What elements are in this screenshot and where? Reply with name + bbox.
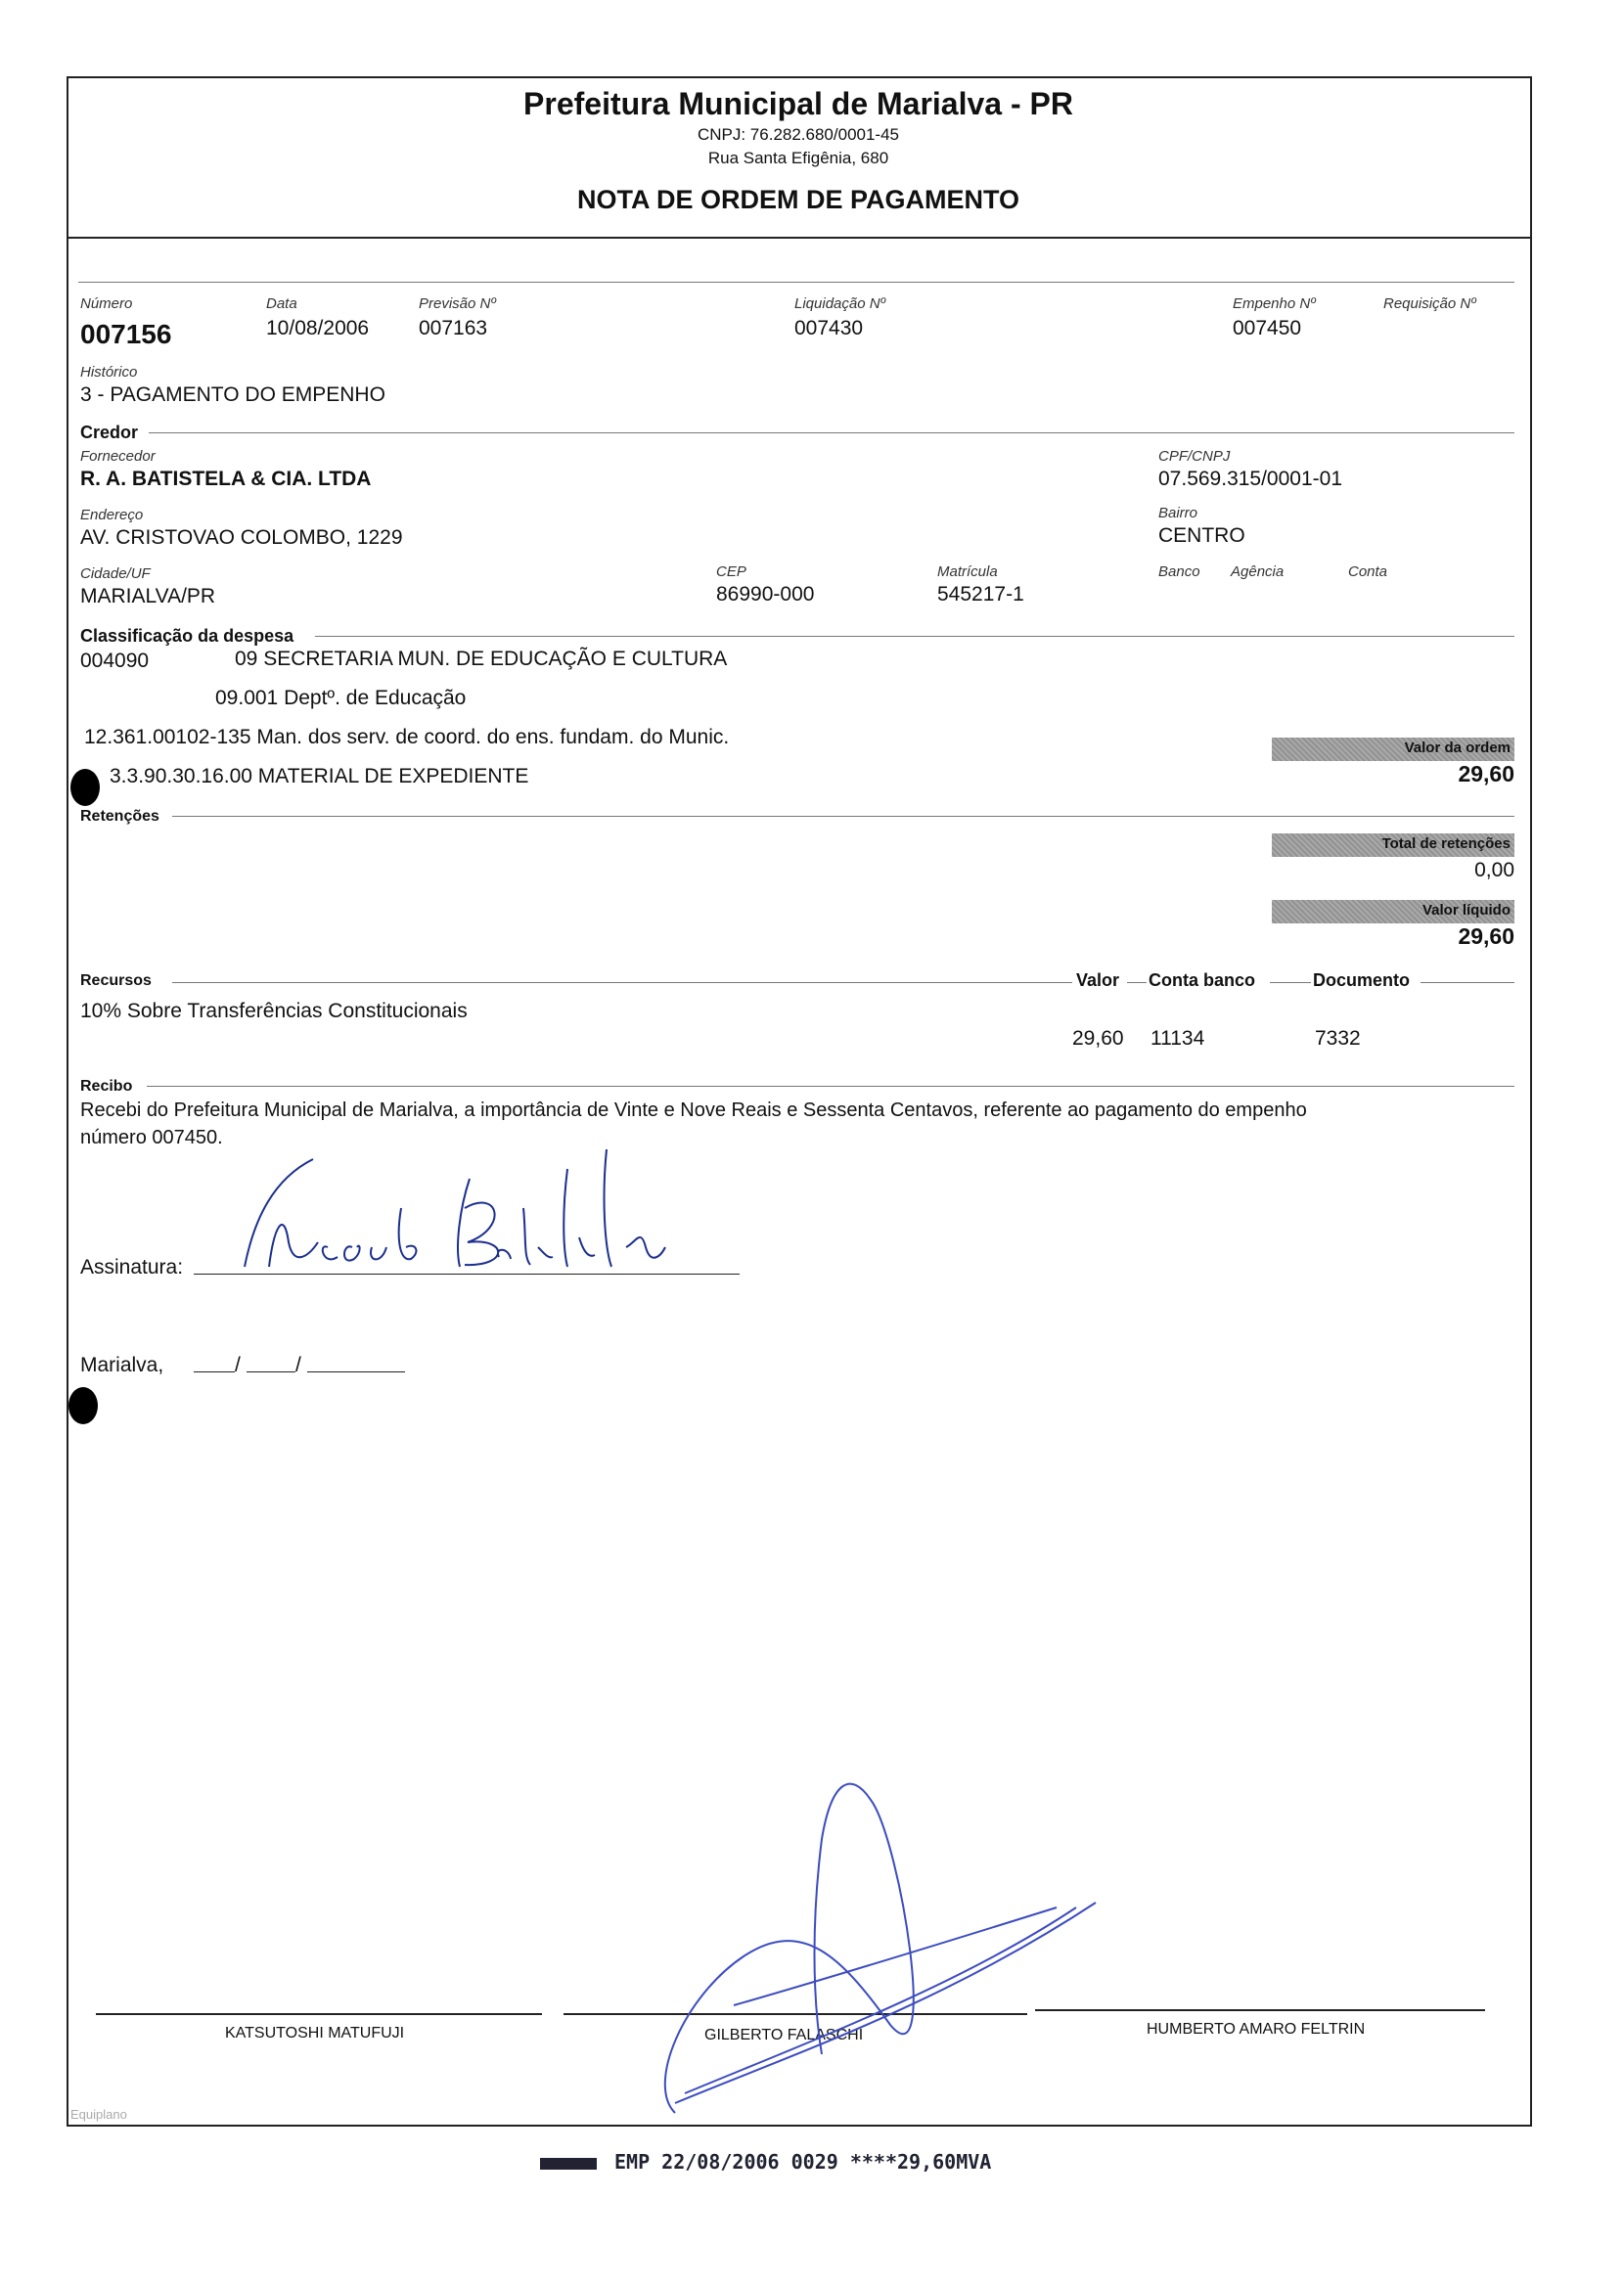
secretaria-text: 09 SECRETARIA MUN. DE EDUCAÇÃO E CULTURA xyxy=(235,648,728,670)
fornecedor-value: R. A. BATISTELA & CIA. LTDA xyxy=(80,468,372,490)
bairro-label: Bairro xyxy=(1158,505,1198,521)
classificacao-code: 004090 xyxy=(80,650,150,672)
bank-stamp xyxy=(540,2150,991,2174)
page-title: Prefeitura Municipal de Marialva - PR xyxy=(523,86,1073,121)
signatory-2: GILBERTO FALASCHI xyxy=(704,2027,864,2043)
classificacao-section: Classificação da despesa xyxy=(80,626,294,646)
historico-value: 3 - PAGAMENTO DO EMPENHO xyxy=(80,383,385,406)
bairro-value: CENTRO xyxy=(1158,524,1245,547)
assinatura-label: Assinatura: xyxy=(80,1256,184,1279)
valor-ordem-label: Valor da ordem xyxy=(1404,740,1511,756)
recibo-line-2: número 007450. xyxy=(80,1127,223,1148)
previsao-label: Previsão Nº xyxy=(419,295,496,312)
total-retencoes-value: 0,00 xyxy=(1474,859,1514,881)
signatory-1: KATSUTOSHI MATUFUJI xyxy=(225,2025,405,2041)
retencoes-section: Retenções xyxy=(80,808,159,825)
cidade-label: Cidade/UF xyxy=(80,565,151,582)
header xyxy=(67,84,1530,217)
cnpj-text: CNPJ: 76.282.680/0001-45 xyxy=(697,125,900,144)
classificacao-rule xyxy=(315,636,1514,637)
date-slash-2: / xyxy=(295,1354,301,1376)
retencoes-rule xyxy=(172,816,1514,817)
recursos-valor-label: Valor xyxy=(1076,970,1120,990)
matricula-label: Matrícula xyxy=(937,563,998,580)
cpf-value: 07.569.315/0001-01 xyxy=(1158,468,1343,490)
cep-label: CEP xyxy=(716,563,746,580)
valor-liquido-value: 29,60 xyxy=(1458,923,1514,949)
recursos-rule-2 xyxy=(1127,982,1147,983)
date-line-day xyxy=(194,1371,235,1372)
liquidacao-value: 007430 xyxy=(794,317,864,339)
recibo-line-1: Recebi do Prefeitura Municipal de Marialva, a importância de Vinte e Nove Reais e Sessenta Centavos, referente ao pagamento do empenho xyxy=(80,1099,1307,1121)
recursos-conta: 11134 xyxy=(1150,1027,1205,1050)
data-label: Data xyxy=(266,295,297,312)
programa-text: 12.361.00102-135 Man. dos serv. de coord. do ens. fundam. do Munic. xyxy=(84,726,730,748)
recursos-rule-3 xyxy=(1270,982,1311,983)
date-line-month xyxy=(247,1371,295,1372)
endereco-label: Endereço xyxy=(80,507,144,523)
receiver-signature xyxy=(215,1149,724,1277)
requisicao-label: Requisição Nº xyxy=(1383,295,1476,312)
numero-label: Número xyxy=(80,295,133,312)
banco-label: Banco xyxy=(1158,563,1200,580)
recursos-rule-1 xyxy=(172,982,1072,983)
endereco-value: AV. CRISTOVAO COLOMBO, 1229 xyxy=(80,526,403,549)
valor-liquido-label: Valor líquido xyxy=(1421,902,1511,919)
liquidacao-label: Liquidação Nº xyxy=(794,295,886,312)
valor-ordem-header xyxy=(1272,738,1514,761)
empenho-value: 007450 xyxy=(1233,317,1302,339)
recibo-rule xyxy=(147,1086,1514,1087)
agencia-label: Agência xyxy=(1231,563,1285,580)
signatory-3: HUMBERTO AMARO FELTRIN xyxy=(1147,2021,1366,2038)
address-text: Rua Santa Efigênia, 680 xyxy=(707,149,889,167)
recursos-rule-4 xyxy=(1421,982,1514,983)
header-separator xyxy=(67,237,1530,239)
total-retencoes-header xyxy=(1272,833,1514,857)
data-value: 10/08/2006 xyxy=(266,317,370,339)
document-title: NOTA DE ORDEM DE PAGAMENTO xyxy=(576,185,1019,214)
recursos-descricao: 10% Sobre Transferências Constitucionais xyxy=(80,1000,468,1022)
stamp-mark-icon xyxy=(540,2158,597,2170)
recursos-valor: 29,60 xyxy=(1072,1027,1124,1050)
date-slash-1: / xyxy=(235,1354,241,1376)
stamp-text: EMP 22/08/2006 0029 ****29,60MVA xyxy=(614,2150,992,2174)
numero-value: 007156 xyxy=(80,319,172,349)
empenho-label: Empenho Nº xyxy=(1233,295,1316,312)
recibo-section: Recibo xyxy=(80,1078,133,1095)
credor-section: Credor xyxy=(80,423,139,442)
total-retencoes-label: Total de retenções xyxy=(1381,835,1511,852)
credor-rule xyxy=(149,432,1514,433)
recursos-conta-label: Conta banco xyxy=(1149,970,1256,990)
punch-hole-1 xyxy=(70,769,100,806)
recursos-documento-label: Documento xyxy=(1313,970,1410,990)
depto-text: 09.001 Deptº. de Educação xyxy=(215,687,467,709)
secretary-signature xyxy=(646,1761,1115,2123)
fornecedor-label: Fornecedor xyxy=(80,448,156,465)
software-label: Equiplano xyxy=(70,2107,127,2122)
historico-label: Histórico xyxy=(80,364,138,381)
local-label: Marialva, xyxy=(80,1354,164,1376)
cep-value: 86990-000 xyxy=(716,583,815,606)
recursos-section: Recursos xyxy=(80,972,152,989)
cidade-value: MARIALVA/PR xyxy=(80,585,216,607)
cpf-label: CPF/CNPJ xyxy=(1158,448,1231,465)
receiver-signature-text: Ricardo Batistela xyxy=(215,1149,223,1150)
matricula-value: 545217-1 xyxy=(937,583,1024,606)
conta-label: Conta xyxy=(1348,563,1388,580)
valor-ordem-value: 29,60 xyxy=(1458,761,1514,786)
previsao-value: 007163 xyxy=(419,317,488,339)
elemento-text: 3.3.90.30.16.00 MATERIAL DE EXPEDIENTE xyxy=(110,765,529,787)
date-line-year xyxy=(307,1371,405,1372)
valor-liquido-header xyxy=(1272,900,1514,923)
punch-hole-2 xyxy=(68,1387,98,1424)
recursos-documento: 7332 xyxy=(1315,1027,1361,1050)
signature-line-1 xyxy=(96,2013,542,2015)
top-rule xyxy=(78,282,1514,283)
